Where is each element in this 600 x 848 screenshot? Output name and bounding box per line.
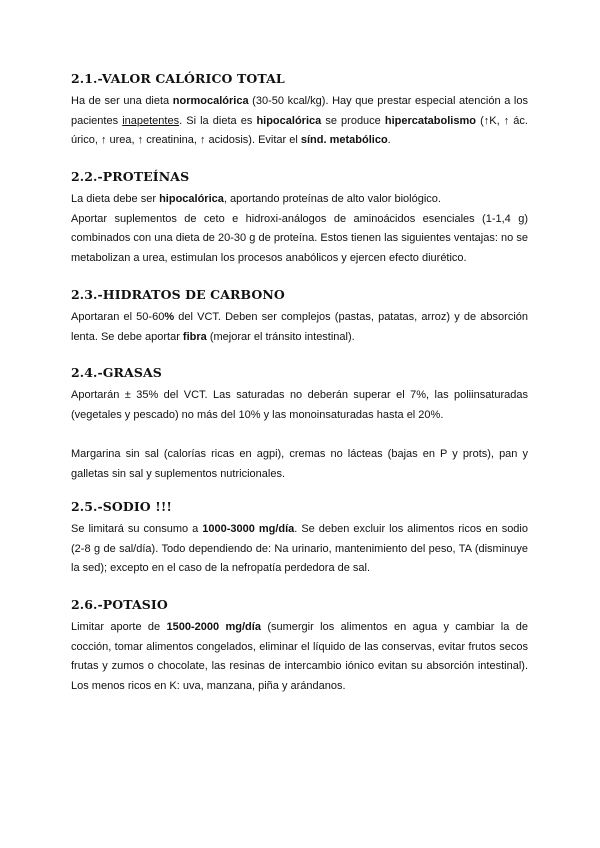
bold-term: normocalórica — [172, 95, 249, 107]
paragraph: Aportarán ± 35% del VCT. Las saturadas no deberán superar el 7%, las poliinsaturadas (vegetales y pescado) no más del 10% y las monoinsaturadas hasta el 20%. — [71, 389, 528, 421]
paragraph: Aportar suplementos de ceto e hidroxi-análogos de aminoácidos esenciales (1-1,4 g) combinados con una dieta de 20-30 g de proteína. Estos tienen las siguientes ventajas: no se metabolizan a urea, estimulan los procesos anabólicos y ejercen efecto diurético. — [71, 212, 528, 264]
section-heading: 2.1.-VALOR CALÓRICO TOTAL — [71, 71, 285, 86]
bold-term: fibra — [182, 330, 207, 343]
section-proteinas — [71, 169, 528, 268]
text-run: (30-50 kcal/kg). Hay que prestar especial atención a los pacientes — [71, 95, 528, 127]
underlined-term: inapetentes — [122, 114, 180, 127]
bold-term: 1000-3000 mg/día — [202, 523, 295, 535]
bold-term: hipocalórica — [159, 193, 224, 205]
paragraph — [71, 190, 528, 210]
text-run: se produce — [321, 114, 385, 127]
text-run: (↑K, ↑ ác. úrico, ↑ urea, ↑ creatinina, ↑ acidosis). Evitar el — [71, 114, 528, 146]
paragraph — [71, 520, 528, 579]
text-run: Limitar aporte de — [71, 621, 167, 633]
section-heading: 2.6.-POTASIO — [71, 597, 168, 612]
text-run: Ha de ser una dieta — [71, 95, 173, 107]
section-heading: 2.4.-GRASAS — [71, 365, 162, 380]
text-run: , aportando proteínas de alto valor biológico. — [223, 193, 441, 205]
paragraph-spacer — [71, 425, 528, 445]
text-run: Se limitará su consumo a — [71, 523, 203, 535]
bold-term: 1500-2000 mg/día — [166, 621, 261, 633]
bold-term: sínd. metabólico — [300, 134, 388, 146]
section-valor-calorico — [71, 71, 528, 151]
text-run: Aportaran el 50-60 — [71, 311, 165, 323]
section-heading: 2.5.-SODIO !!! — [71, 499, 172, 514]
text-run: . Se deben excluir los alimentos ricos en sodio (2-8 g de sal/día). Todo dependiendo de: Na urinario, mantenimiento del peso, TA (disminuye la sed); excepto en el caso de la nefropatía perdedora de sal. — [71, 523, 528, 574]
text-run: . Si la dieta es — [179, 114, 257, 127]
text-run: La dieta debe ser — [71, 193, 160, 205]
section-sodio — [71, 499, 528, 579]
bold-term: % — [164, 311, 175, 323]
paragraph — [71, 92, 528, 151]
paragraph — [71, 618, 528, 696]
text-run: . — [387, 134, 391, 146]
paragraph — [71, 308, 528, 347]
section-heading: 2.2.-PROTEÍNAS — [71, 169, 190, 184]
text-run: (sumergir los alimentos en agua y cambiar la de cocción, tomar alimentos congelados, eliminar el líquido de las conservas, evitar frutos secos frutas y zumos o chocolate, las resinas de intercambio iónico evitan su absorción intestinal). Los menos ricos en K: uva, manzana, piña y arándanos. — [71, 621, 528, 692]
section-grasas — [71, 365, 528, 484]
section-potasio — [71, 597, 528, 696]
section-hidratos — [71, 287, 528, 347]
text-run: del VCT. Deben ser complejos (pastas, patatas, arroz) y de absorción lenta. Se debe aportar — [71, 311, 528, 343]
bold-term: hipercatabolismo — [384, 114, 476, 127]
bold-term: hipocalórica — [256, 114, 322, 127]
paragraph: Margarina sin sal (calorías ricas en agpi), cremas no lácteas (bajas en P y prots), pan y galletas sin sal y suplementos nutricionales. — [71, 448, 528, 480]
section-heading: 2.3.-HIDRATOS DE CARBONO — [71, 287, 285, 302]
text-run: (mejorar el tránsito intestinal). — [206, 330, 355, 343]
